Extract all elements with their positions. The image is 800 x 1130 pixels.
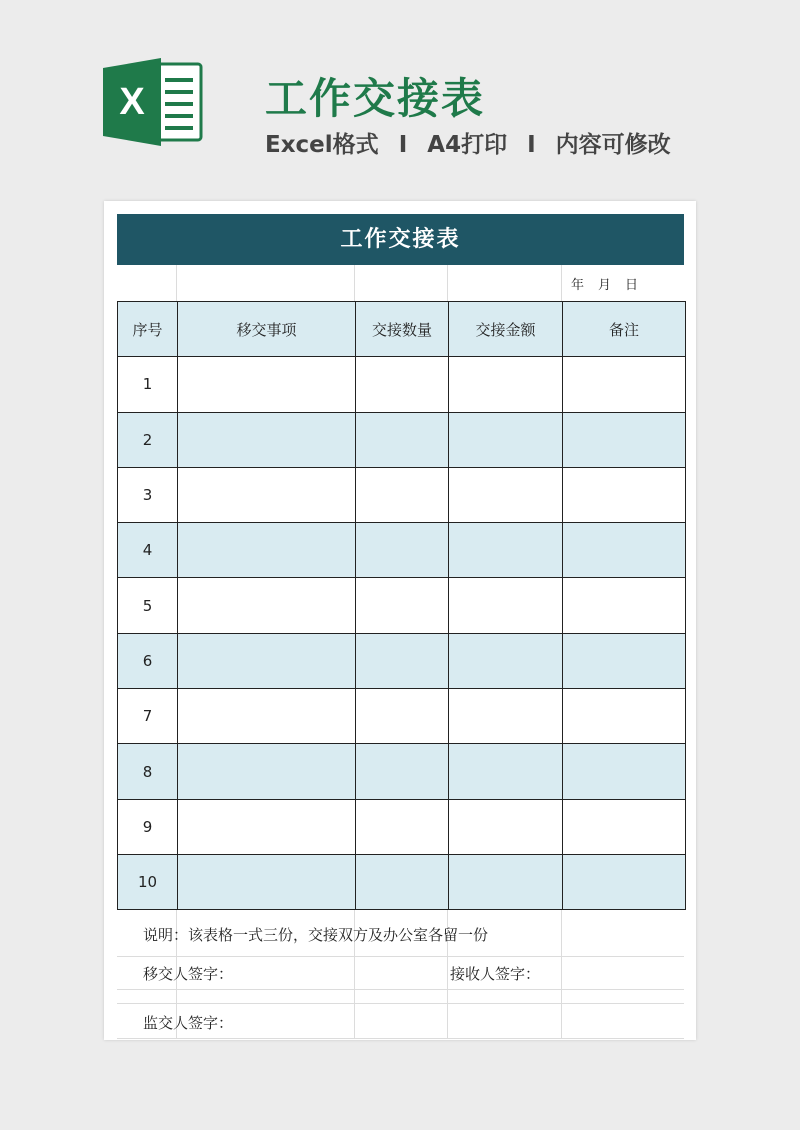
table-cell[interactable] (449, 357, 563, 411)
row-index-cell[interactable]: 3 (118, 468, 178, 522)
header (0, 0, 800, 200)
excel-logo-icon (103, 58, 203, 146)
table-row (118, 413, 685, 468)
table-cell[interactable] (449, 800, 563, 854)
table-cell[interactable] (178, 413, 356, 467)
table-cell[interactable] (449, 744, 563, 798)
table-cell[interactable] (563, 800, 685, 854)
table-cell[interactable] (449, 689, 563, 743)
table-cell[interactable] (563, 689, 685, 743)
table-cell[interactable] (449, 413, 563, 467)
table-row (118, 800, 685, 855)
table-cell[interactable] (563, 634, 685, 688)
date-day-label: 日 (624, 277, 638, 293)
table-row (118, 357, 685, 412)
subtitle-print: A4打印 (427, 132, 508, 158)
table-cell[interactable] (356, 855, 449, 909)
table-row (118, 855, 685, 910)
table-cell[interactable] (356, 800, 449, 854)
column-header-remarks[interactable]: 备注 (608, 320, 639, 339)
row-index-cell[interactable]: 2 (118, 413, 178, 467)
table-cell[interactable] (356, 523, 449, 577)
table-cell[interactable] (178, 800, 356, 854)
row-index-cell[interactable]: 9 (118, 800, 178, 854)
subtitle-editable: 内容可修改 (555, 132, 671, 158)
table-cell[interactable] (178, 689, 356, 743)
table-cell[interactable] (178, 468, 356, 522)
column-header-index[interactable]: 序号 (118, 302, 178, 356)
grid-cell[interactable] (355, 990, 448, 1003)
table-cell[interactable] (178, 855, 356, 909)
date-grid (117, 265, 684, 301)
handover-table (117, 301, 686, 910)
grid-cell[interactable] (355, 265, 448, 301)
subtitle-separator: I (398, 132, 408, 158)
grid-cell[interactable] (177, 990, 355, 1003)
table-cell[interactable] (178, 578, 356, 632)
row-index-cell[interactable]: 1 (118, 357, 178, 411)
date-row (117, 265, 684, 301)
spreadsheet (117, 214, 684, 1039)
date-cell[interactable] (562, 265, 684, 301)
sheet-title: 工作交接表 (117, 214, 684, 265)
table-cell[interactable] (563, 468, 685, 522)
date-year-label: 年 (570, 277, 584, 293)
table-cell[interactable] (563, 523, 685, 577)
column-header-item[interactable]: 移交事项 (178, 302, 356, 356)
grid-cell[interactable] (448, 265, 562, 301)
grid-cell[interactable] (117, 265, 177, 301)
grid-cell[interactable] (355, 1004, 448, 1038)
table-cell[interactable] (356, 578, 449, 632)
table-cell[interactable] (449, 578, 563, 632)
grid-cell[interactable] (562, 910, 684, 956)
row-index-cell[interactable]: 6 (118, 634, 178, 688)
table-cell[interactable] (356, 634, 449, 688)
table-cell[interactable] (356, 689, 449, 743)
svg-text:X: X (119, 81, 145, 123)
table-cell[interactable] (178, 357, 356, 411)
table-row (118, 634, 685, 689)
grid-cell[interactable] (562, 1004, 684, 1038)
table-cell[interactable] (449, 523, 563, 577)
grid-cell[interactable] (562, 957, 684, 989)
table-body (118, 357, 685, 910)
table-cell[interactable] (356, 413, 449, 467)
table-header-row (118, 302, 685, 357)
row-index-cell[interactable]: 4 (118, 523, 178, 577)
subtitle-separator: I (527, 132, 536, 158)
row-index-cell[interactable]: 10 (118, 855, 178, 909)
footer-grid (117, 910, 684, 1039)
table-cell[interactable] (449, 634, 563, 688)
supervisor-sign-label: 监交人签字： (143, 1014, 234, 1033)
row-index-cell[interactable]: 7 (118, 689, 178, 743)
grid-cell[interactable] (448, 1004, 562, 1038)
grid-cell[interactable] (448, 990, 562, 1003)
table-row (118, 689, 685, 744)
date-month-label: 月 (597, 277, 611, 293)
table-cell[interactable] (449, 855, 563, 909)
table-cell[interactable] (563, 413, 685, 467)
table-cell[interactable] (563, 357, 685, 411)
note-text: 说明：该表格一式三份，交接双方及办公室各留一份 (143, 926, 489, 945)
spacer-row (117, 990, 684, 1004)
receiver-sign-label: 接收人签字： (450, 965, 541, 984)
table-cell[interactable] (356, 468, 449, 522)
page-title: 工作交接表 (265, 74, 486, 123)
document-paper (104, 201, 696, 1040)
row-index-cell[interactable]: 5 (118, 578, 178, 632)
table-cell[interactable] (356, 357, 449, 411)
table-cell[interactable] (356, 744, 449, 798)
column-header-amount[interactable]: 交接金额 (449, 302, 563, 356)
grid-cell[interactable] (117, 990, 177, 1003)
table-cell[interactable] (563, 744, 685, 798)
table-cell[interactable] (178, 744, 356, 798)
transfer-sign-label: 移交人签字： (143, 965, 234, 984)
table-cell[interactable] (178, 634, 356, 688)
column-header-quantity[interactable]: 交接数量 (356, 302, 449, 356)
table-cell[interactable] (449, 468, 563, 522)
table-row (118, 523, 685, 578)
grid-cell[interactable] (355, 957, 448, 989)
page-subtitle (265, 126, 671, 159)
table-cell[interactable] (563, 578, 685, 632)
table-cell[interactable] (563, 855, 685, 909)
grid-cell[interactable] (177, 265, 355, 301)
table-row (118, 468, 685, 523)
grid-cell[interactable] (562, 990, 684, 1003)
table-row (118, 578, 685, 633)
table-cell[interactable] (178, 523, 356, 577)
row-index-cell[interactable]: 8 (118, 744, 178, 798)
subtitle-format: Excel格式 (265, 132, 379, 158)
table-row (118, 744, 685, 799)
